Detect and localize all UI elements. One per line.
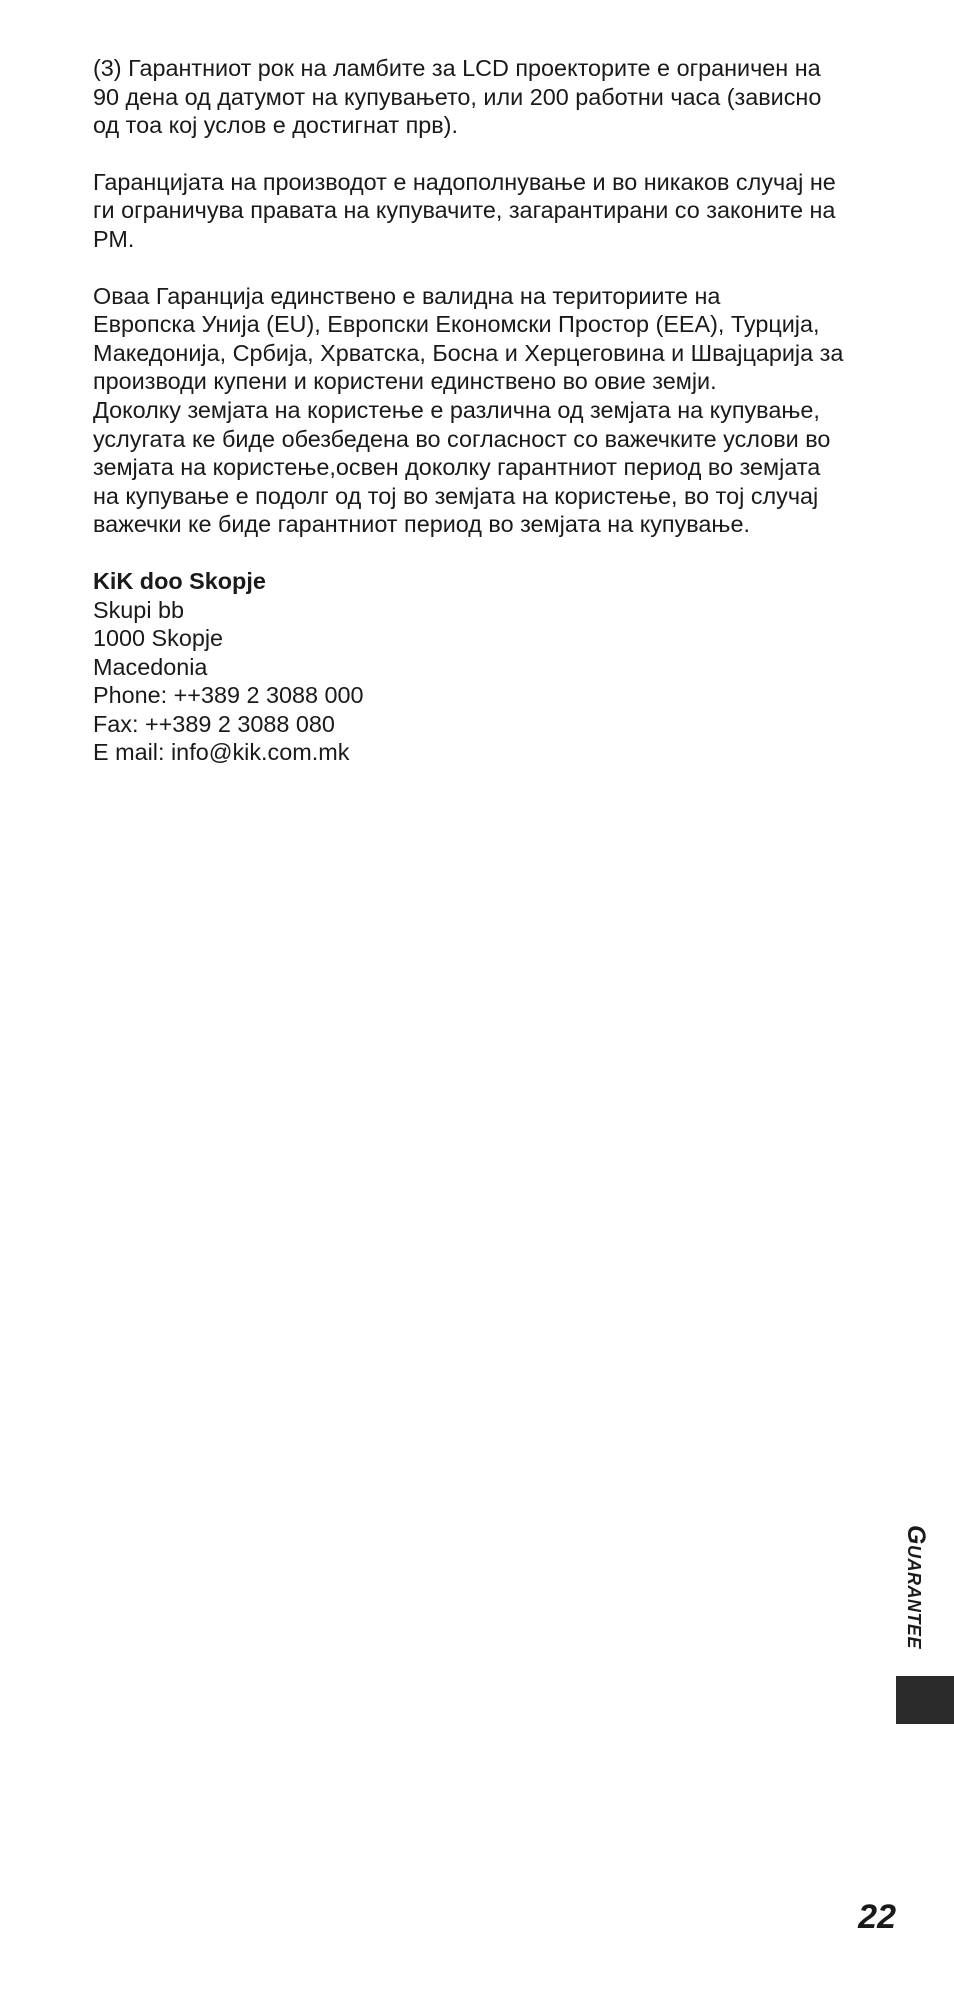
- text-line: од тоа кој услов е достигнат прв).: [93, 112, 458, 139]
- paragraph-consumer-rights: [93, 168, 893, 254]
- text-line: РМ.: [93, 225, 135, 252]
- text-line: (3) Гарантниот рок на ламбите за LCD проекторите е ограничен на: [93, 55, 821, 81]
- text-line: Доколку земјата на користење е различна од земјата на купување,: [93, 396, 820, 423]
- text-line: 90 дена од датумот на купувањето, или 200 работни часа (зависно: [93, 83, 822, 110]
- company-name: KiK doo Skopje: [93, 567, 266, 594]
- contact-email: E mail: info@kik.com.mk: [93, 739, 350, 766]
- section-tab-label: Guarantee: [902, 1525, 930, 1649]
- text-line: Македонија, Србија, Хрватска, Босна и Херцеговина и Швајцарија за: [93, 339, 844, 366]
- text-line: Оваа Гаранција единствено е валидна на териториите на: [93, 282, 721, 309]
- text-line: услугата ке биде обезбедена во согласност со важечките услови во: [93, 425, 831, 452]
- contact-block: [93, 567, 893, 767]
- text-line: земјата на користење,освен доколку гарантниот период во земјата: [93, 454, 821, 481]
- paragraph-lamp-warranty: [93, 54, 893, 140]
- contact-phone: Phone: ++389 2 3088 000: [93, 682, 364, 709]
- address-city: 1000 Skopje: [93, 625, 224, 652]
- text-line: Гаранцијата на производот е надополнување и во никаков случај не: [93, 168, 836, 195]
- section-tab-marker: [896, 1676, 954, 1724]
- paragraph-territory-validity: [93, 282, 893, 539]
- text-line: на купување е подолг од тој во земјата на користење, во тој случај: [93, 482, 819, 509]
- address-country: Macedonia: [93, 653, 208, 680]
- page-number: 22: [858, 1898, 896, 1936]
- text-line: Европска Унија (EU), Европски Економски Простор (EEA), Турција,: [93, 311, 820, 338]
- text-line: производи купени и користени единствено во овие земји.: [93, 368, 717, 395]
- contact-fax: Fax: ++389 2 3088 080: [93, 710, 335, 737]
- address-street: Skupi bb: [93, 596, 185, 623]
- text-line: ги ограничува правата на купувачите, загарантирани со законите на: [93, 197, 836, 224]
- text-line: важечки ке биде гарантниот период во земјата на купување.: [93, 511, 750, 538]
- document-body: [93, 54, 893, 767]
